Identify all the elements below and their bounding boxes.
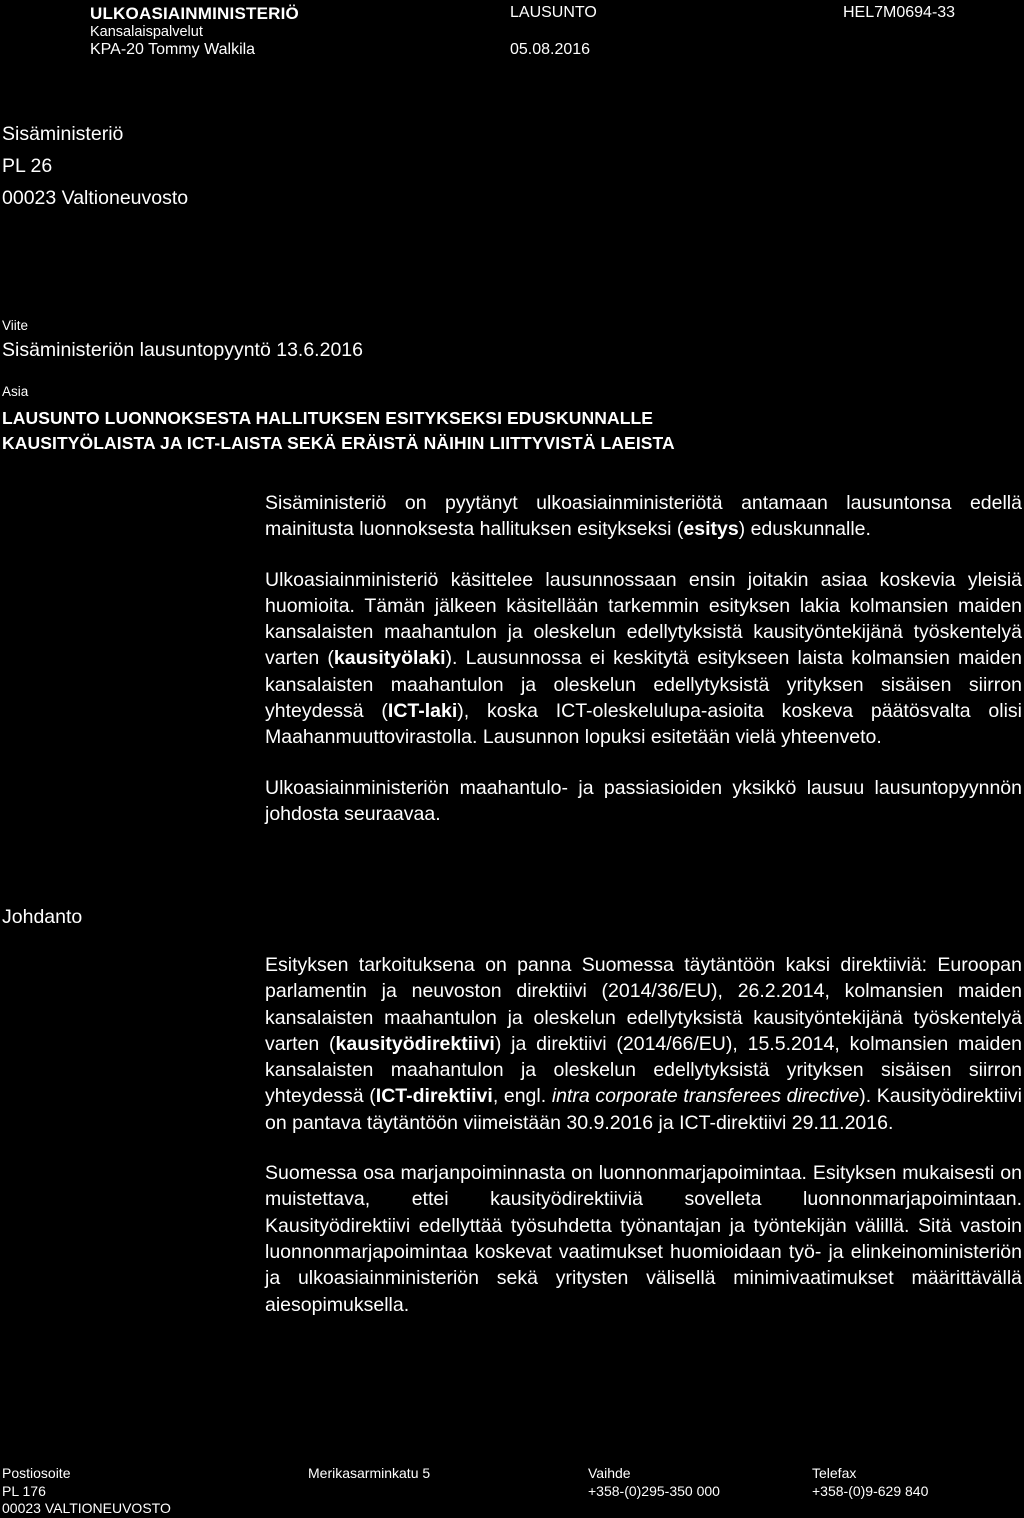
header-date: 05.08.2016 <box>510 41 591 58</box>
recipient-name: Sisäministeriö <box>2 123 124 145</box>
footer-switchboard-number: +358-(0)295-350 000 <box>588 1482 720 1499</box>
footer-street-address: Merikasarminkatu 5 <box>308 1465 431 1481</box>
section-heading: Johdanto <box>2 906 83 928</box>
footer-telefax-number: +358-(0)9-629 840 <box>812 1482 929 1499</box>
reference-text: Sisäministeriön lausuntopyyntö 13.6.2016 <box>2 339 363 361</box>
recipient-address <box>2 118 188 214</box>
reference-label: Viite <box>2 318 29 333</box>
footer-postal-label: Postiosoite <box>2 1465 71 1481</box>
intro-paragraph-3: Ulkoasiainministeriön maahantulo- ja passiasioiden yksikkö lausuu lausuntopyynnön johdosta seuraavaa. <box>265 776 1022 825</box>
subject-line-2: KAUSITYÖLAISTA JA ICT-LAISTA SEKÄ ERÄISTÄ NÄIHIN LIITTYVISTÄ LAEISTA <box>2 433 675 453</box>
footer-po-box: PL 176 <box>2 1482 46 1499</box>
footer-postal-code: 00023 VALTIONEUVOSTO <box>2 1500 171 1516</box>
intro-paragraph-1: Sisäministeriö on pyytänyt ulkoasiainministeriötä antamaan lausuntonsa edellä mainitusta luonnoksesta hallituksen esitykseksi (esitys) eduskunnalle. <box>265 492 1022 541</box>
footer-postal-address <box>2 1465 171 1518</box>
section-paragraph-1: Esityksen tarkoituksena on panna Suomessa täytäntöön kaksi direktiiviä: Euroopan parlamentin ja neuvoston direktiivi (2014/36/EU), 26.2.2014, kolmansien maiden kansalaisten maahantulon ja oleskelun edellytyksistä kausityöntekijänä työskentelyä varten (kausityödirektiivi) ja direktiivi (2014/66/EU), 15.5.2014, kolmansien maiden kansalaisten maahantulon ja oleskelun edellytyksistä yrityksen sisäisen siirron yhteydessä (ICT-direktiivi, engl. intra corporate transferees directive). Kausityödirektiivi on pantava täytäntöön viimeistään 30.9.2016 ja ICT-direktiivi 29.11.2016. <box>265 954 1023 1134</box>
section-body <box>265 952 1022 1318</box>
subject-label: Asia <box>2 384 29 399</box>
recipient-po-box: PL 26 <box>2 155 53 177</box>
intro-paragraph-2: Ulkoasiainministeriö käsittelee lausunnossaan ensin joitakin asiaa koskevia yleisiä huomioita. Tämän jälkeen käsitellään tarkemmin esityksen lakia kolmansien maiden kansalaisten maahantulon ja oleskelun edellytyksistä kausityöntekijänä työskentelyä varten (kausityölaki). Lausunnossa ei keskitytä esitykseen laista kolmansien maiden kansalaisten maahantulon ja oleskelun edellytyksistä yrityksen sisäisen siirron yhteydessä (ICT-laki), koska ICT-oleskelulupa-asioita koskeva päätösvalta olisi Maahanmuuttovirastolla. Lausunnon lopuksi esitetään vielä yhteenveto. <box>265 568 1022 749</box>
footer-telefax <box>812 1465 928 1500</box>
recipient-postal: 00023 Valtioneuvosto <box>2 187 189 209</box>
footer-switchboard <box>588 1465 720 1500</box>
header-unit: Kansalaispalvelut <box>90 24 203 40</box>
footer-telefax-label: Telefax <box>812 1465 857 1481</box>
intro-body <box>265 490 1022 827</box>
footer-switchboard-label: Vaihde <box>588 1465 631 1481</box>
header-organization: ULKOASIAINMINISTERIÖ <box>90 4 299 23</box>
header-document-type: LAUSUNTO <box>510 4 597 21</box>
header-reference-number: HEL7M0694-33 <box>843 4 956 21</box>
header-author: KPA-20 Tommy Walkila <box>90 41 256 58</box>
subject-title <box>2 406 675 456</box>
section-paragraph-2: Suomessa osa marjanpoiminnasta on luonnonmarjapoimintaa. Esityksen mukaisesti on muistettava, ettei kausityödirektiiviä sovelleta luonnonmarjapoimintaan. Kausityödirektiivi edellyttää työsuhdetta työnantajan ja työntekijän välillä. Sitä vastoin luonnonmarjapoimintaa koskevat vaatimukset huomioidaan työ- ja elinkeinoministeriön ja ulkoasiainministeriön sekä yritysten välisellä minimivaatimukset määrittävällä aiesopimuksella. <box>265 1162 1022 1316</box>
subject-line-1: LAUSUNTO LUONNOKSESTA HALLITUKSEN ESITYKSEKSI EDUSKUNNALLE <box>2 408 654 428</box>
